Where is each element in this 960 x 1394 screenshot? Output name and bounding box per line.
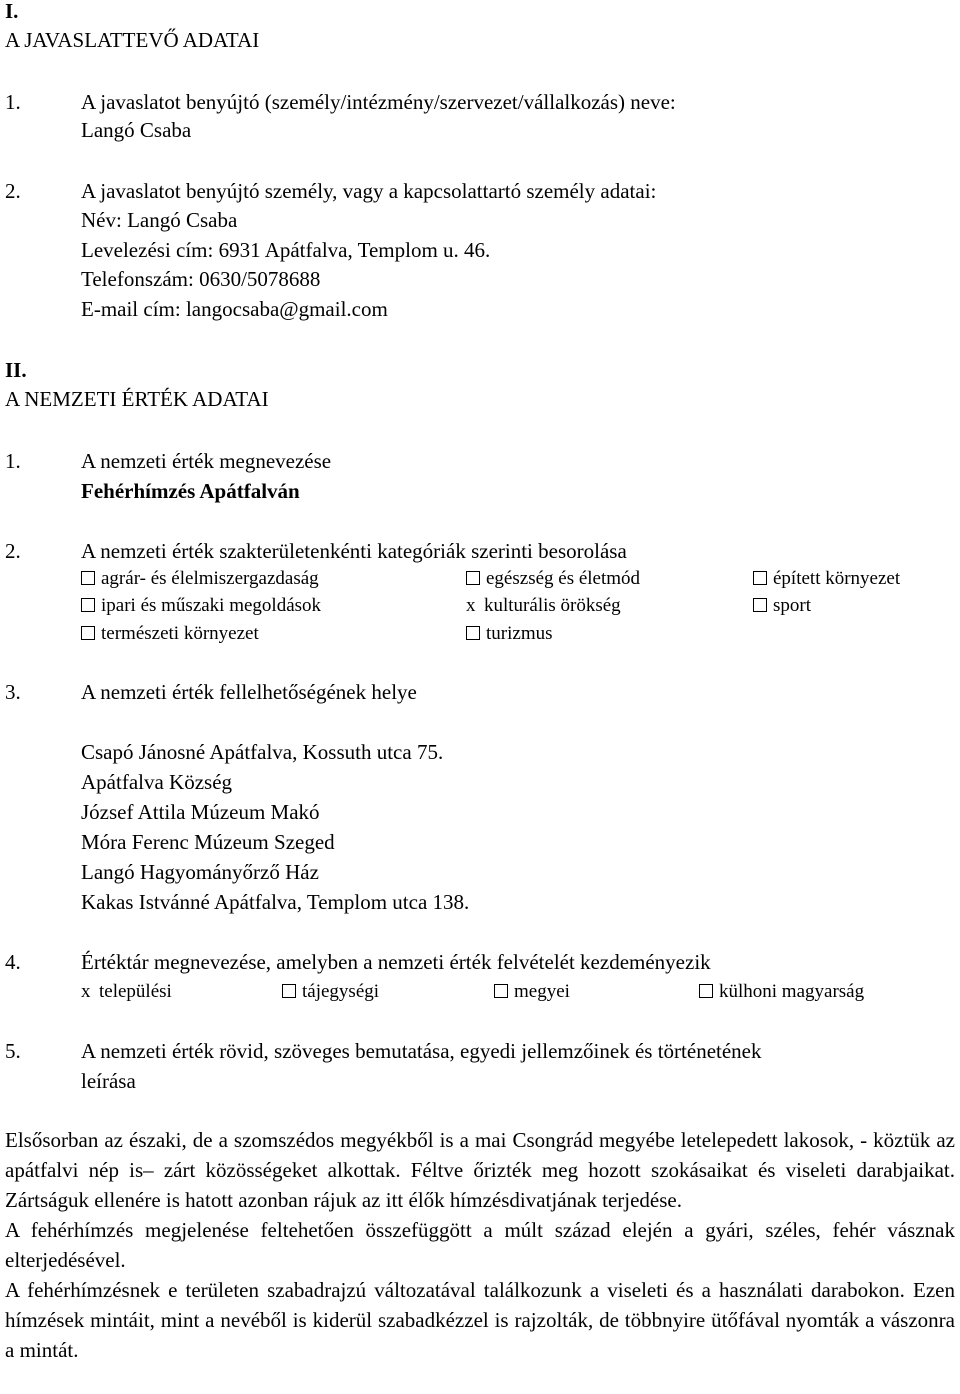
s2-q2-label: A nemzeti érték szakterületenkénti kategóriák szerinti besorolása	[81, 539, 627, 563]
location-item: Apátfalva Község	[81, 770, 233, 794]
category-option[interactable]: x kulturális örökség	[466, 593, 621, 619]
empty-checkbox-icon	[466, 571, 480, 585]
empty-checkbox-icon	[753, 598, 767, 612]
section2-roman: II.	[5, 358, 27, 382]
s2-q1-value: Fehérhímzés Apátfalván	[81, 479, 300, 503]
s2-q3-number: 3.	[5, 680, 21, 704]
contact-address: Levelezési cím: 6931 Apátfalva, Templom u. 46.	[81, 238, 491, 262]
empty-checkbox-icon	[699, 984, 713, 998]
empty-checkbox-icon	[282, 984, 296, 998]
s1-q1-number: 1.	[5, 90, 21, 114]
repository-option[interactable]: tájegységi	[282, 979, 379, 1005]
category-option[interactable]: sport	[753, 593, 811, 619]
empty-checkbox-icon	[466, 626, 480, 640]
location-item: Langó Hagyományőrző Ház	[81, 860, 319, 884]
location-item: Kakas Istvánné Apátfalva, Templom utca 138.	[81, 890, 470, 914]
location-item: Csapó Jánosné Apátfalva, Kossuth utca 75.	[81, 740, 444, 764]
category-option[interactable]: épített környezet	[753, 566, 900, 592]
section2-title: A NEMZETI ÉRTÉK ADATAI	[5, 387, 269, 411]
description-text	[5, 1125, 955, 1365]
section1-title: A JAVASLATTEVŐ ADATAI	[5, 28, 260, 52]
location-item: József Attila Múzeum Makó	[81, 800, 320, 824]
contact-name: Név: Langó Csaba	[81, 208, 238, 232]
contact-phone: Telefonszám: 0630/5078688	[81, 267, 321, 291]
s2-q5-number: 5.	[5, 1039, 21, 1063]
empty-checkbox-icon	[494, 984, 508, 998]
s1-q1-label: A javaslatot benyújtó (személy/intézmény/szervezet/vállalkozás) neve:	[81, 90, 676, 114]
description-paragraph: Elsősorban az északi, de a szomszédos megyékből is a mai Csongrád megyébe letelepedett lakosok, - köztük az apátfalvi nép is– zárt közösségeket alkottak. Féltve őrizték meg hozott szokásaikat és viseleti darabjaikat. Zártságuk ellenére is hatott azonban rájuk az itt élők hímzésdivatjának terjedése.	[5, 1128, 955, 1212]
checked-x-mark: x	[466, 595, 476, 616]
empty-checkbox-icon	[81, 571, 95, 585]
s2-q1-label: A nemzeti érték megnevezése	[81, 449, 332, 473]
contact-email: E-mail cím: langocsaba@gmail.com	[81, 297, 388, 321]
description-paragraph: A fehérhímzésnek e területen szabadrajzú változatával találkozunk a viseleti és a használati darabokon. Ezen hímzések mintáit, mint a nevéből is kiderül szabadkézzel is rajzolták, de többnyire ütőfával nyomták a vászonra a mintát.	[5, 1278, 955, 1362]
section1-roman: I.	[5, 0, 19, 23]
category-option[interactable]: egészség és életmód	[466, 566, 640, 592]
category-option[interactable]: turizmus	[466, 621, 553, 647]
s2-q4-label: Értéktár megnevezése, amelyben a nemzeti érték felvételét kezdeményezik	[81, 950, 711, 974]
repository-option[interactable]: x települési	[81, 979, 172, 1005]
description-paragraph: A fehérhímzés megjelenése feltehetően összefüggött a múlt század elején a gyári, széles, fehér vásznak elterjedésével.	[5, 1218, 955, 1272]
s1-q2-label: A javaslatot benyújtó személy, vagy a kapcsolattartó személy adatai:	[81, 179, 657, 203]
category-option[interactable]: agrár- és élelmiszergazdaság	[81, 566, 319, 592]
category-option[interactable]: ipari és műszaki megoldások	[81, 593, 321, 619]
checked-x-mark: x	[81, 981, 91, 1002]
s2-q4-number: 4.	[5, 950, 21, 974]
s2-q2-number: 2.	[5, 539, 21, 563]
empty-checkbox-icon	[81, 598, 95, 612]
repository-option[interactable]: megyei	[494, 979, 570, 1005]
s2-q5-label-cont: leírása	[81, 1069, 136, 1093]
s2-q5-label: A nemzeti érték rövid, szöveges bemutatása, egyedi jellemzőinek és történetének	[81, 1039, 762, 1063]
empty-checkbox-icon	[753, 571, 767, 585]
category-option[interactable]: természeti környezet	[81, 621, 259, 647]
s2-q3-label: A nemzeti érték fellelhetőségének helye	[81, 680, 417, 704]
s1-q1-value: Langó Csaba	[81, 118, 192, 142]
empty-checkbox-icon	[81, 626, 95, 640]
repository-option[interactable]: külhoni magyarság	[699, 979, 864, 1005]
s1-q2-number: 2.	[5, 179, 21, 203]
s2-q1-number: 1.	[5, 449, 21, 473]
location-item: Móra Ferenc Múzeum Szeged	[81, 830, 335, 854]
